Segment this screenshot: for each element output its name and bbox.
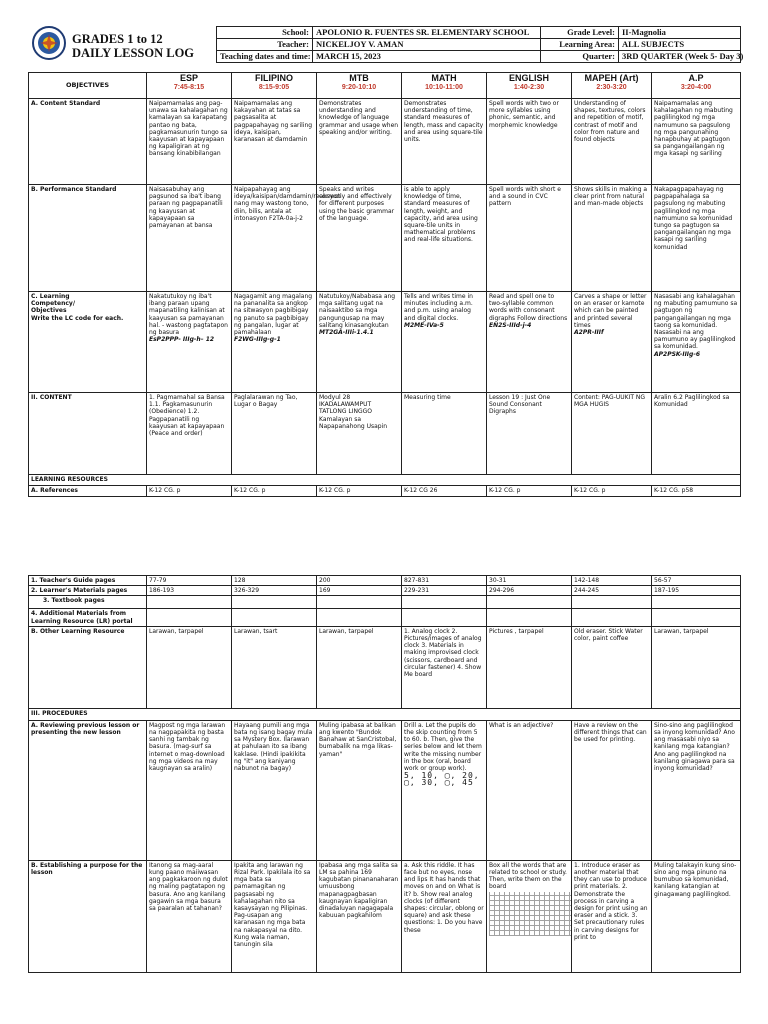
quarter-label: Quarter: (541, 51, 619, 63)
row-label: B. Establishing a purpose for the lesson (29, 860, 147, 972)
table-cell: K-12 CG. p (487, 486, 572, 497)
table-cell: Shows skills in making a clear print from natural and man-made objects (572, 185, 652, 292)
table-cell (147, 292, 232, 393)
school-label: School: (217, 27, 313, 39)
row-label: 2. Learner's Materials pages (29, 586, 147, 596)
lc-code: MT2GA-IIIi-1.4.1 (319, 329, 374, 337)
table-cell (572, 596, 652, 609)
page-one (28, 22, 744, 497)
table-cell: Muling ipabasa at balikan ang kwento "Bundok Banahaw at SanCristobal, bumabalik na mga likas-yaman" (317, 720, 402, 860)
table-cell (402, 596, 487, 609)
subject-mtb (317, 73, 402, 99)
table-cell: 827-831 (402, 576, 487, 586)
cell-text: Nagagamit ang magalang na pananalita sa angkop na sitwasyon pagbibigay ng panuto sa pagbibigay ng pangalan, lugar at pamahalaan (234, 293, 313, 337)
additional-materials-row (29, 609, 741, 626)
table-cell: Paglalarawan ng Tao, Lugar o Bagay (232, 393, 317, 475)
row-label: II. CONTENT (29, 393, 147, 475)
lc-code: A2PR-IIIf (574, 329, 604, 337)
row-label: A. Content Standard (29, 99, 147, 185)
lm-pages-row (29, 586, 741, 596)
table-cell: Ipabasa ang mga salita sa LM sa pahina 169 kagubatan pinananaharan umuusbong mapanagpagbasan kaugnayan kapaligiran dinadaluyan nagagapala kabuuan pagkahilom (317, 860, 402, 972)
dates-value: MARCH 15, 2023 (313, 51, 541, 63)
table-cell: What is an adjective? (487, 720, 572, 860)
table-cell: 186-193 (147, 586, 232, 596)
objectives-header: OBJECTIVES (29, 73, 147, 99)
subject-time: 2:30-3:20 (596, 84, 627, 91)
subject-esp (147, 73, 232, 99)
subject-name: MATH (431, 73, 457, 83)
section-label: III. PROCEDURES (29, 708, 741, 720)
table-cell: 30-31 (487, 576, 572, 586)
learning-resources-row (29, 475, 741, 486)
lesson-log-table-1 (28, 72, 741, 497)
table-cell: Naipamamalas ang pag-unawa sa kahalagahan ng kamalayan sa karapatang pantao ng bata, pagkamasunurin tungo sa kaayusan at kapayapaan ng kapaligiran at ng bansang kinabibilangan (147, 99, 232, 185)
table-cell (572, 292, 652, 393)
row-label (29, 292, 147, 393)
table-cell: 169 (317, 586, 402, 596)
cell-text: Carves a shape or letter on an eraser or kamote which can be painted and printed several times (574, 293, 647, 329)
other-resources-row (29, 626, 741, 708)
table-cell: Sino-sino ang paglilingkod sa inyong komunidad? Ano ang masasabi niyo sa kanilang mga katangian? Ano ang paglilingkod na kanilang ginagawa para sa inyong komunidad? (652, 720, 741, 860)
subject-math (402, 73, 487, 99)
table-cell: K-12 CG. p (572, 486, 652, 497)
table-cell (487, 292, 572, 393)
table-cell (232, 596, 317, 609)
cell-text: Box all the words that are related to school or study. Then, write them on the board (489, 861, 567, 891)
lc-code: AP2PSK-IIIg-6 (654, 350, 700, 358)
teacher-value: NICKELJOY V. AMAN (313, 39, 541, 51)
subject-name: MTB (349, 73, 369, 83)
table-cell: 244-245 (572, 586, 652, 596)
table-cell: Magpost ng mga larawan na nagpapakita ng basta sanhi ng tambak ng basura. (mag-surf sa internet o mag-download ng mga videos na may kaugnayan sa aralin) (147, 720, 232, 860)
table-cell: K-12 CG. p (147, 486, 232, 497)
table-cell: 294-296 (487, 586, 572, 596)
subject-time: 7:45-8:15 (173, 84, 205, 91)
table-cell (487, 609, 572, 626)
table-cell: 56-57 (652, 576, 741, 586)
table-cell (487, 596, 572, 609)
table-cell: is able to apply knowledge of time, standard measures of length, weight, and capacity, and area using square-tile units in mathematical problems and real-life situations. (402, 185, 487, 292)
row-label-line: Write the LC code for each. (31, 314, 124, 322)
subject-ap (652, 73, 741, 99)
cell-text: Drill a. Let the pupils do the skip counting from 5 to 60. b. Then, give the series below and let them write the missing number in the box (oral, board work or group work). (404, 721, 482, 773)
lesson-log-table-2 (28, 575, 741, 973)
brand-title (72, 32, 194, 60)
subject-english (487, 73, 572, 99)
table-cell: K-12 CG. p (232, 486, 317, 497)
table-cell: Spell words with two or more syllables using phonic, semantic, and morphemic knowledge (487, 99, 572, 185)
lc-code: F2WG-IIIg-g-1 (234, 336, 281, 344)
table-cell: Hayaang pumili ang mga bata ng isang bagay mula sa Mystery Box. Ilarawan at pahulaan ito sa ibang kaklase. (Hindi ipakikita ng "it" ang kaniyang nabunot na bagay) (232, 720, 317, 860)
subject-name: A.P (688, 73, 704, 83)
subject-time: 3:20-4:00 (680, 84, 712, 91)
table-cell: 187-195 (652, 586, 741, 596)
table-cell: Larawan, tarpapel (317, 626, 402, 708)
table-cell: Measuring time (402, 393, 487, 475)
table-cell (147, 609, 232, 626)
table-cell: Pictures , tarpapel (487, 626, 572, 708)
table-cell: Demonstrates understanding and knowledge of language grammar and usage when speaking and/or writing. (317, 99, 402, 185)
subject-time: 10:10-11:00 (425, 84, 463, 91)
table-cell (317, 609, 402, 626)
table-cell: a. Ask this riddle. It has face but no eyes, nose and lips It has hands that moves on and on What is it? b. Show real analog clocks (of different shapes: circular, oblong or square) and ask these questions: 1. Do you have these (402, 860, 487, 972)
table-cell: 1. Introduce eraser as another material that they can use to produce print materials. 2. Demonstrate the process in carving a design for print using an eraser and a stick. 3. Set precautionary rules in carving designs for print to (572, 860, 652, 972)
subject-mapeh (572, 73, 652, 99)
grade-value: II-Magnolia (619, 27, 741, 39)
subject-name: ESP (179, 73, 198, 83)
table-cell: Naipamamalas ang kahalagahan ng mabuting paglilingkod ng mga namumuno sa pagsulong ng mga pangunahing hanapbuhay at pagtugon sa pangangailangan ng mga kasapi ng sariling (652, 99, 741, 185)
table-cell: 1. Analog clock 2. Pictures/images of analog clock 3. Materials in making improvised clock (scissors, cardboard and circular fastener) 4. Show Me board (402, 626, 487, 708)
subject-name: MAPEH (Art) (584, 73, 639, 83)
cell-text: Read and spell one to two-syllable common words with consonant digraphs Follow directions (489, 293, 568, 322)
table-cell (317, 596, 402, 609)
word-box-grid-image (489, 892, 571, 936)
table-cell: 229-231 (402, 586, 487, 596)
learning-competency-row (29, 292, 741, 393)
table-cell (402, 720, 487, 860)
table-cell: Ipakita ang larawan ng Rizal Park. Ipakilala ito sa mga bata sa pamamagitan ng pagsasabi ng kahalagahan nito sa kasaysayan ng Pilipinas. Pag-usapan ang karanasan ng mga bata na nakapasyal na dito. Kung wala naman, tanungin sila (232, 860, 317, 972)
table-cell: Understanding of shapes, textures, colors and repetition of motif, contrast of motif and color from nature and found objects (572, 99, 652, 185)
grade-label: Grade Level: (541, 27, 619, 39)
table-cell: 200 (317, 576, 402, 586)
row-label: 3. Textbook pages (29, 596, 147, 609)
table-cell: K-12 CG 26 (402, 486, 487, 497)
table-cell (317, 292, 402, 393)
row-label-line: C. Learning (31, 293, 70, 300)
table-cell: K-12 CG. p (317, 486, 402, 497)
page-two (28, 575, 740, 973)
table-cell: Old eraser. Stick Water color, paint coffee (572, 626, 652, 708)
table-cell: Lesson 19 : Just One Sound Consonant Digraphs (487, 393, 572, 475)
table-cell (232, 609, 317, 626)
table-cell: 142-148 (572, 576, 652, 586)
subject-filipino (232, 73, 317, 99)
quarter-value: 3RD QUARTER (Week 5- Day 3) (619, 51, 741, 63)
subject-name: ENGLISH (508, 73, 549, 83)
table-cell: Spell words with short e and a sound in CVC pattern (487, 185, 572, 292)
header-meta-table (216, 26, 744, 63)
cell-text: Nasasabi ang kahalagahan ng mabuting pamumuno sa pagtugon ng pangangailangan ng mga taong sa komunidad. Nasasabi na ang pamumuno ay paglilingkod sa komunidad. (654, 293, 738, 351)
brand-line-2: DAILY LESSON LOG (72, 46, 195, 60)
cell-text: Tells and writes time in minutes including a.m. and p.m. using analog and digital clocks. (404, 293, 473, 322)
table-cell: Itanong sa mag-aaral kung paano maiiwasan ang pagkakaroon ng dulot ng maling pagtatapon ng basura. Ano ang kanilang gagawin sa mga basura sa paaralan at tahanan? (147, 860, 232, 972)
row-label: 4. Additional Materials from Learning Resource (LR) portal (29, 609, 147, 626)
subject-time: 9:20-10:10 (341, 84, 377, 91)
row-label: B. Performance Standard (29, 185, 147, 292)
table-cell: 128 (232, 576, 317, 586)
table-cell: 1. Pagmamahal sa Bansa 1.1. Pagkamasunurin (Obedience) 1.2. Pagpapanatili ng kaayusan at kapayapaan (Peace and order) (147, 393, 232, 475)
subject-time: 1:40-2:30 (513, 84, 545, 91)
table-cell: Larawan, tarpapel (147, 626, 232, 708)
performance-standard-row (29, 185, 741, 292)
table-cell (232, 292, 317, 393)
table-cell: Naipapahayag ang ideya/kaisipan/damdamin/reaksyon nang may wastong tono, diin, bilis, antala at intonasyon F2TA-0a-j-2 (232, 185, 317, 292)
subject-name: FILIPINO (255, 73, 293, 83)
procedures-row (29, 708, 741, 720)
table-cell (402, 292, 487, 393)
table-cell: Muling talakayin kung sino-sino ang mga pinuno na bumubuo sa komunidad, kanilang katangian at ginagawang paglilingkod. (652, 860, 741, 972)
table-cell: Naisasabuhay ang pagsunod sa iba't ibang paraan ng pagpapanatili ng kaayusan at kapayapaan sa pamayanan at bansa (147, 185, 232, 292)
deped-seal-icon (32, 26, 66, 60)
table-cell: K-12 CG. p58 (652, 486, 741, 497)
table-cell (652, 609, 741, 626)
table-cell (572, 609, 652, 626)
row-label: B. Other Learning Resource (29, 626, 147, 708)
table-cell: Nakapagpapahayag ng pagpapahalaga sa pagsulong ng mabuting paglilingkod ng mga namumuno sa komunidad tungo sa pagtugon sa pangangailangan ng mga kasapi ng sariling komunidad (652, 185, 741, 292)
review-row (29, 720, 741, 860)
table-cell: 326-329 (232, 586, 317, 596)
table-cell (652, 596, 741, 609)
content-row (29, 393, 741, 475)
textbook-row (29, 596, 741, 609)
content-standard-row (29, 99, 741, 185)
table-cell: Naipamamalas ang kakayahan at tatas sa pagsasalita at pagpapahayag ng sariling ideya, kaisipan, karanasan at damdamin (232, 99, 317, 185)
tg-pages-row (29, 576, 741, 586)
subject-time: 8:15-9:05 (258, 84, 290, 91)
row-label: A. Reviewing previous lesson or presenting the new lesson (29, 720, 147, 860)
table-cell: Larawan, tsart (232, 626, 317, 708)
cell-text: Natutukoy/Nababasa ang mga salitang ugat na naisaaktibo sa mga pangungusap na may salitang kinasangkutan (319, 293, 396, 329)
teacher-label: Teacher: (217, 39, 313, 51)
area-label: Learning Area: (541, 39, 619, 51)
dates-label: Teaching dates and time: (217, 51, 313, 63)
table-cell: Speaks and writes correctly and effectively for different purposes using the basic grammar of the language. (317, 185, 402, 292)
area-value: ALL SUBJECTS (619, 39, 741, 51)
table-cell: Aralin 6.2 Paglilingkod sa Komunidad (652, 393, 741, 475)
school-value: APOLONIO R. FUENTES SR. ELEMENTARY SCHOOL (313, 27, 541, 39)
lc-code: EN2S-IIId-j-4 (489, 321, 532, 329)
table-cell: Modyul 28 IKADALAWAMPUT TATLONG LINGGO Kamalayan sa Napapanahong Usapin (317, 393, 402, 475)
lc-code: M2ME-IVa-5 (404, 321, 444, 329)
table-cell (402, 609, 487, 626)
number-sequence: 5, 10, ▢, 20, ▢, 30, ▢, 45 (404, 771, 480, 788)
purpose-row (29, 860, 741, 972)
section-label: LEARNING RESOURCES (29, 475, 741, 486)
table-cell: Content: PAG-UUKIT NG MGA HUGIS (572, 393, 652, 475)
header (28, 22, 744, 72)
row-label-line: Competency/ (31, 300, 76, 308)
table-cell: Have a review on the different things that can be used for printing. (572, 720, 652, 860)
table-cell (487, 860, 572, 972)
cell-text: Nakatutukoy ng iba't ibang paraan upang mapanatiling kalinisan at kaayusan sa pamayanan hal. - wastong pagtatapon ng basura (149, 293, 228, 337)
table-cell: 77-79 (147, 576, 232, 586)
table-cell (652, 292, 741, 393)
references-row (29, 486, 741, 497)
table-cell: Larawan, tarpapel (652, 626, 741, 708)
row-label: 1. Teacher's Guide pages (29, 576, 147, 586)
table-cell: Demonstrates understanding of time, standard measures of length, mass and capacity and area using square-tile units. (402, 99, 487, 185)
row-label: A. References (29, 486, 147, 497)
brand-line-1: GRADES 1 to 12 (72, 32, 163, 46)
lc-code: EsP2PPP- IIIg-h– 12 (149, 336, 215, 344)
row-label-line: Objectives (31, 307, 67, 315)
table-cell (147, 596, 232, 609)
